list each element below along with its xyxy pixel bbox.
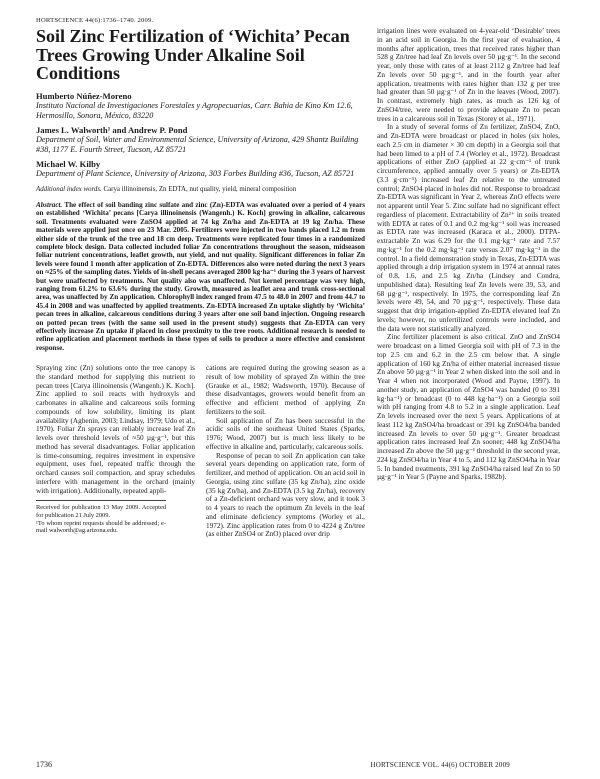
body-subcolumns [36, 364, 365, 539]
article-title: Soil Zinc Fertilization of ‘Wichita’ Pecan Trees Growing Under Alkaline Soil Conditions [36, 26, 350, 83]
paragraph: irrigation lines were evaluated on 4-year-old ‘Desirable’ trees in an acid soil in Georgia. In the first year of evaluation, 4 months after application, trees that received rates higher than 528 g Zn/tree had leaf Zn levels over 50 µg·g⁻¹. In the second year, only those with rates of at least 2112 g Zn/tree had leaf Zn levels over 50 µg·g⁻¹, and in the fourth year after application, treatments with rates higher than 132 g per tree had greater than 50 µg·g⁻¹ of Zn in the leaves (Wood, 2007). In contrast, extremely high rates, as much as 126 kg of ZnSO4/tree, were needed to provide adequate Zn to pecan trees in a calcareous soil in Texas (Storey et al., 1971). [377, 27, 560, 123]
footnote-received: Received for publication 13 May 2009. Accepted for publication 21 July 2009. [36, 504, 166, 520]
abstract-text: The effect of soil banding zinc sulfate and zinc (Zn)-EDTA was evaluated over a period of 4 years on established ‘Wichita’ pecans [Carya illinoinensis (Wangenh.) K. Koch] growing in alkaline, calcareous soil. Treatments evaluated were ZnSO4 applied at 74 kg Zn/ha and Zn-EDTA at 19 kg Zn/ha. These materials were applied just once on 23 Mar. 2005. Fertilizers were injected in two bands placed 1.2 m from either side of the trunk of the tree and 18 cm deep. Treatments were replicated four times in a randomized complete block design. Data collected included foliar Zn concentrations throughout the season, midseason foliar nutrient concentrations, leaflet growth, nut yield, and nut quality. Significant differences in foliar Zn levels were found 1 month after application of Zn-EDTA. Differences also were noted during the next 3 years on ≈25% of the sampling dates. Yields of in-shell pecans averaged 2800 kg·ha⁻¹ during the 3 years of harvest but were unaffected by treatments. Nut quality also was unaffected. Nut kernel percentage was very high, ranging from 61.2% to 63.6% during the study. Growth, measured as leaflet area and trunk cross-sectional area, was unaffected by Zn application. Chlorophyll index ranged from 47.5 to 48.0 in 2007 and from 44.7 to 45.4 in 2008 and was unaffected by applied treatments. Zn-EDTA increased Zn uptake slightly by ‘Wichita’ pecan trees in alkaline, calcareous conditions during 3 years after one soil band injection. Ongoing research on potted pecan trees (with the same soil used in the present study) suggests that Zn-EDTA can very effectively increase Zn uptake if placed in close proximity to the tree roots. Additional research is needed to refine application and placement methods in these types of soils to produce a more effective and consistent response. [36, 200, 365, 352]
author-1: Humberto Núñez-Moreno [36, 90, 132, 101]
affiliation-1: Instituto Nacional de Investigaciones Forestales y Agropecuarias, Carr. Bahia de Kino Km 12.6, Hermosillo, Sonora, México, 83220 [36, 100, 353, 120]
footnote-contact: ¹To whom reprint requests should be addressed; e-mail walworth@ag.arizona.edu. [36, 519, 166, 535]
affiliation-2: Department of Soil, Water and Environmental Science, University of Arizona, 429 Shantz Building #38, 1177 E. Fourth Street, Tucson, AZ 85721 [36, 134, 359, 154]
paragraph: Soil application of Zn has been successful in the acidic soils of the southeast United States (Sparks, 1976; Wood, 2007) but is much less likely to be effective in alkaline and, particularly, calcareous soils. [206, 416, 365, 451]
author-block [36, 91, 365, 179]
abstract [36, 201, 365, 352]
paragraph: Spraying zinc (Zn) solutions onto the tree canopy is the standard method for supplying this nutrient to pecan trees [Carya illinoinensis (Wangenh.) K. Koch]. Zinc applied to soil reacts with hydroxyls and carbonates in alkaline and calcareous soils forming compounds of low solubility, limiting its plant availability (Agbenin, 2003; Lindsay, 1979; Udo et al., 1970). Foliar Zn sprays can reliably increase leaf Zn levels over threshold levels of ≈50 µg·g⁻¹, but this method has several disadvantages. Foliar application is time-consuming, requires investment in expensive equipment, uses fuel, repeated traffic through the orchard causes soil compaction, and spray schedules interfere with management in the orchard (mainly with irrigation). Additionally, repeated appli- [36, 364, 195, 495]
keywords-text: Carya illinoinensis, Zn EDTA, nut quality, yield, mineral composition [103, 185, 297, 193]
paragraph: Zinc fertilizer placement is also critical. ZnO and ZnSO4 were broadcast on a limed Georgia soil with pH of 7.3 in the top 2.5 cm and 6.2 in the 2.5 cm below that. A single application of 160 kg Zn/ha of either material increased tissue Zn above 50 µg·g⁻¹ in Year 2 when disked into the soil and in Year 4 when not incorporated (Wood and Payne, 1997). In another study, an application of ZnSO4 was banded (0 to 391 kg·ha⁻¹) or broadcast (0 to 448 kg·ha⁻¹) on a Georgia soil with pH ranging from 4.8 to 5.2 in a single application. Leaf Zn levels increased over the next 5 years. Applications of at least 112 kg ZnSO4/ha broadcast or 391 kg ZnSO4/ha banded increased Zn levels to over 50 µg·g⁻¹. Greater broadcast application rates increased leaf Zn sooner; 448 kg ZnSO4/ha increased Zn above the 50 µg·g⁻¹ threshold in the second year, 224 kg ZnSO4/ha in Year 4 to 5, and 112 kg ZnSO4/ha in Year 5. In banded treatments, 391 kg ZnSO4/ha raised leaf Zn to 50 µg·g⁻¹ in Year 5 (Payne and Sparks, 1982b). [377, 333, 560, 482]
left-region [36, 27, 365, 539]
paragraph: cations are required during the growing season as a result of low mobility of sprayed Zn within the tree (Grauke et al., 1982; Wadsworth, 1970). Because of these disadvantages, growers would benefit from an effective and efficient method of applying Zn fertilizers to the soil. [206, 364, 365, 416]
body-column-1 [36, 364, 195, 539]
journal-footer: HORTSCIENCE VOL. 44(6) OCTOBER 2009 [370, 761, 510, 769]
abstract-label: Abstract. [36, 200, 63, 209]
page-footer [36, 760, 510, 769]
footnotes [36, 500, 166, 534]
paragraph: In a study of several forms of Zn fertilizer, ZnSO4, ZnO, and Zn-EDTA were broadcast or placed in holes (six holes, each 2.5 cm in diameter × 30 cm depth) in a Georgia soil that had been limed to a pH of 7.4 (Worley et al., 1972). Broadcast applications of either ZnO (applied at 22 g·cm⁻¹ of trunk circumference, applied annually over 5 years) or Zn-EDTA (3.3 g·cm⁻¹) increased leaf Zn relative to the untreated control; ZnSO4 placed in holes did not. Response to broadcast Zn-EDTA was significant in Year 2, whereas ZnO effects were not apparent until Year 5. Zinc sulfate had no significant effect regardless of placement. Extractability of Zn²⁺ in soils treated with EDTA at rates of 0.1 and 0.2 mg·kg⁻¹ soil was increased as EDTA rate was increased (Karaca et al., 2000). DTPA-extractable Zn was 6.29 for the 0.1 mg·kg⁻¹ rate and 7.57 mg·kg⁻¹ for the 0.2 mg·kg⁻¹ rate versus 2.07 mg·kg⁻¹ in the control. In a field demonstration study in Texas, Zn-EDTA was applied through a drip irrigation system in 1974 at annual rates of 0.8, 1.6, and 2.5 kg Zn/ha (Lindsey and Condra, unpublished data). Resulting leaf Zn levels were 39, 53, and 68 µg·g⁻¹, respectively. In 1975, the corresponding leaf Zn levels were 49, 54, and 70 µg·g⁻¹, respectively. These data suggest that drip irrigation-applied Zn-EDTA elevated leaf Zn levels; however, no unfertilized controls were included, and the data were not statistically analyzed. [377, 123, 560, 333]
body-column-3 [377, 27, 560, 539]
running-header: HORTSCIENCE 44(6):1736–1740. 2009. [36, 17, 154, 24]
author-2: James L. Walworth¹ and Andrew P. Pond [36, 124, 188, 135]
paragraph: Response of pecan to soil Zn application can take several years depending on application rate, form of fertilizer, and method of application. On an acid soil in Georgia, using zinc sulfate (35 kg Zn/ha), zinc oxide (35 kg Zn/ha), and Zn-EDTA (3.5 kg Zn/ha), recovery of a Zn-deficient orchard was very slow, and it took 3 to 4 years to reach the optimum Zn levels in the leaf and eliminate deficiency symptoms (Worley et al., 1972). Zinc application rates from 0 to 4224 g Zn/tree (as either ZnSO4 or ZnO) placed over drip [206, 451, 365, 539]
body-column-2 [206, 364, 365, 539]
page-number: 1736 [36, 760, 52, 769]
page-columns [36, 27, 564, 539]
author-3: Michael W. Kilby [36, 158, 101, 169]
keywords-label: Additional index words. [36, 185, 102, 193]
affiliation-3: Department of Plant Science, University of Arizona, 303 Forbes Building #36, Tucson, AZ 85721 [36, 168, 355, 178]
keywords [36, 186, 365, 194]
